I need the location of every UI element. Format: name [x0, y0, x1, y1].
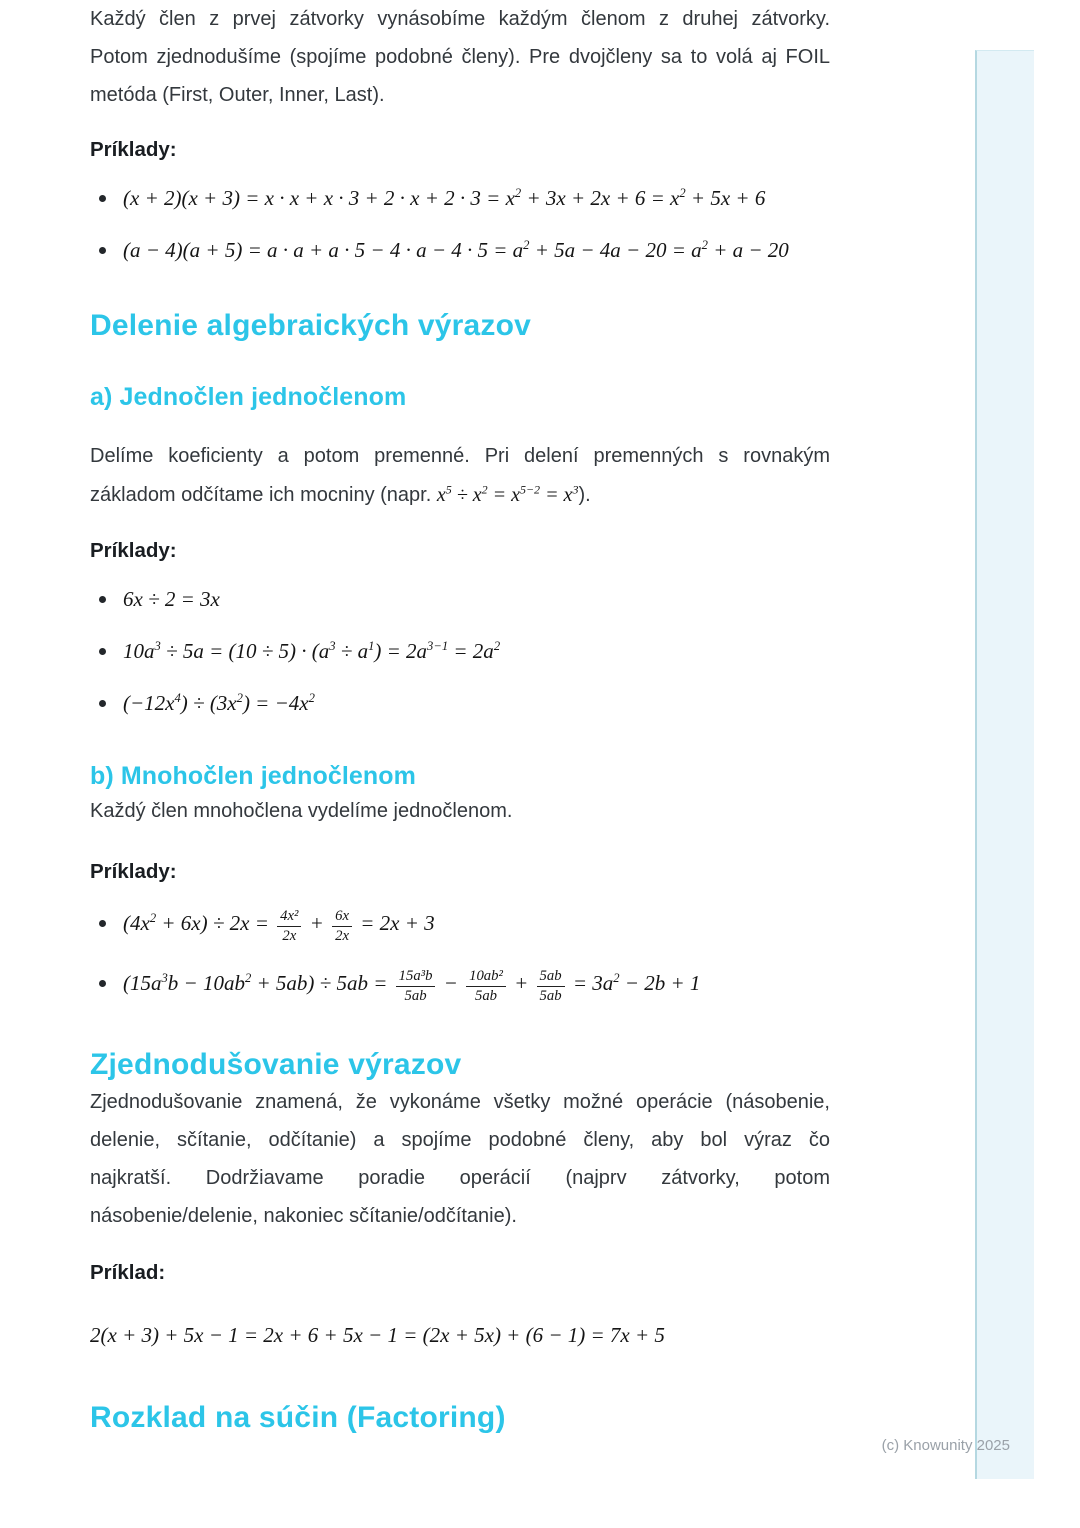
fraction: $\frac{\text{4x²}}{2x}$ [277, 908, 301, 946]
fraction: $\frac{6x}{2x}$ [332, 908, 352, 946]
math-example-item: $(x + 2)(x + 3) = x \cdot x + x \cdot 3 + 2 \cdot x + 2 \cdot 3 = x^2 + 3x + 2x + 6 = x^2 + 5x + 6$ [90, 181, 830, 216]
paragraph-line: metóda (First, Outer, Inner, Last). [90, 84, 385, 106]
paragraph-line: násobenie/delenie, nakoniec sčítanie/odčítanie). [90, 1205, 517, 1228]
examples-list-division-a [90, 582, 830, 721]
examples-list-multiplication [90, 181, 830, 268]
copyright-text: (c) Knowunity 2025 [881, 1437, 1010, 1454]
subsection-heading-a: a) Jednočlen jednočlenom [90, 383, 407, 411]
examples-label: Príklady: [90, 860, 177, 883]
section-heading-delenie: Delenie algebraických výrazov [90, 309, 532, 342]
math-example-item: $(a - 4)(a + 5) = a \cdot a + a \cdot 5 - 4 \cdot a - 4 \cdot 5 = a^2 + 5a - 4a - 20 = a^2 + a - 20$ [90, 233, 830, 268]
page-edge-strip [975, 50, 1034, 1479]
paragraph-division-a [90, 437, 830, 515]
page-content [90, 0, 830, 1436]
examples-label: Príklady: [90, 138, 177, 161]
math-example-item: $(-12x^4) \div (3x^2) = -4x^2$ [90, 686, 830, 721]
fraction: $\frac{5ab}{5ab}$ [537, 968, 565, 1006]
section-heading-rozklad: Rozklad na súčin (Factoring) [90, 1401, 506, 1435]
math-example-item: $10a^3 \div 5a = (10 \div 5) \cdot (a^3 \div a^1) = 2a^{3-1} = 2a^2$ [90, 634, 830, 669]
examples-label: Príklady: [90, 539, 177, 562]
math-example-item: 6x ÷ 2 = 3x [90, 582, 830, 617]
simplify-example-formula: 2(x + 3) + 5x − 1 = 2x + 6 + 5x − 1 = (2x + 5x) + (6 − 1) = 7x + 5 [90, 1323, 665, 1348]
paragraph-line: Zjednodušovanie znamená, že vykonáme všetky možné operácie (násobenie, [90, 1091, 830, 1114]
intro-paragraph [90, 0, 830, 114]
examples-list-division-b [90, 906, 830, 1005]
paragraph-line-with-math: základom odčítame ich mocniny (napr. $x^5 \div x^2 = x^{5-2} = x^3$). [90, 482, 591, 506]
example-label: Príklad: [90, 1261, 166, 1285]
paragraph-line: Potom zjednodušíme (spojíme podobné členy). Pre dvojčleny sa to volá aj FOIL [90, 46, 830, 68]
paragraph-division-b: Každý člen mnohočlena vydelíme jednočlenom. [90, 800, 513, 822]
section-heading-zjednodusovanie: Zjednodušovanie výrazov [90, 1048, 462, 1082]
paragraph-line: Delíme koeficienty a potom premenné. Pri delení premenných s rovnakým [90, 445, 830, 467]
paragraph-simplify [90, 1083, 830, 1235]
paragraph-line: Každý člen z prvej zátvorky vynásobíme každým členom z druhej zátvorky. [90, 8, 830, 30]
math-example-item: $(4x^2 + 6x) \div 2x$ = $\frac{\text{4x²}}{2x}$ + $\frac{6x}{2x}$ = 2x + 3 [90, 906, 830, 946]
math-example-item: $(15a^3b - 10ab^2 + 5ab) \div 5ab$ = $\frac{\text{15a³b}}{5ab}$ − $\frac{\text{10ab²}}{5ab}$ + $\frac{5ab}{5ab}$ = $3a^2 - 2b + 1$ [90, 966, 830, 1006]
fraction: $\frac{\text{15a³b}}{5ab}$ [396, 968, 436, 1006]
paragraph-line: delenie, sčítanie, odčítanie) a spojíme podobné členy, aby bol výraz čo [90, 1129, 830, 1152]
paragraph-line: najkratší. Dodržiavame poradie operácií (najprv zátvorky, potom [90, 1167, 830, 1190]
fraction: $\frac{\text{10ab²}}{5ab}$ [466, 968, 506, 1006]
subsection-heading-b: b) Mnohočlen jednočlenom [90, 762, 417, 790]
